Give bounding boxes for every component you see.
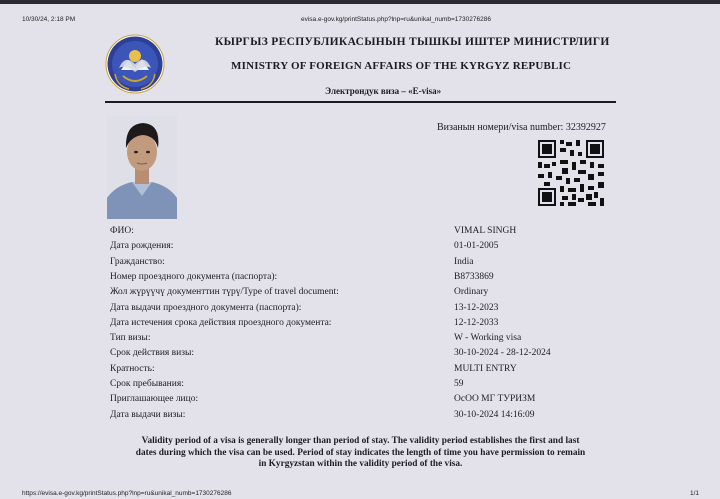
field-value: B8733869 xyxy=(454,271,494,282)
ministry-title-en: MINISTRY OF FOREIGN AFFAIRS OF THE KYRGYZ REPUBLIC xyxy=(231,60,572,72)
validity-note xyxy=(105,436,616,471)
field-label: Дата выдачи визы: xyxy=(110,409,186,420)
field-label: Дата рождения: xyxy=(110,241,174,252)
kyrgyz-emblem-icon xyxy=(105,34,165,94)
field-value: 13-12-2023 xyxy=(454,302,499,313)
field-label: Жол жүрүүчү документтин түрү/Type of travel document: xyxy=(110,287,339,298)
field-value: 30-10-2024 - 28-12-2024 xyxy=(454,348,551,359)
field-value: 59 xyxy=(454,379,464,389)
page-number: 1/1 xyxy=(690,490,700,497)
validity-note-line: Validity period of a visa is generally longer than period of stay. The validity period establishes the first and last xyxy=(141,436,580,446)
field-value: Ordinary xyxy=(454,287,489,298)
field-value: VIMAL SINGH xyxy=(454,226,517,236)
top-edge xyxy=(0,0,720,4)
field-label: Кратность: xyxy=(110,363,155,374)
field-label: Приглашающее лицо: xyxy=(110,394,199,405)
field-label: Срок пребывания: xyxy=(110,379,184,389)
document-subtitle: Электрондук виза – «E-visa» xyxy=(325,86,442,96)
field-label: Гражданство: xyxy=(110,256,165,267)
field-label: Дата истечения срока действия проездного документа: xyxy=(110,317,332,328)
field-value: MULTI ENTRY xyxy=(454,363,517,374)
field-label: Тип визы: xyxy=(110,333,151,344)
field-label: Дата выдачи проездного документа (паспорта): xyxy=(110,302,302,313)
field-label: ФИО: xyxy=(110,226,134,236)
field-value: 30-10-2024 14:16:09 xyxy=(454,409,535,420)
print-datetime: 10/30/24, 2:18 PM xyxy=(22,16,76,23)
qr-code-icon xyxy=(538,140,604,206)
field-value: 12-12-2033 xyxy=(454,317,499,328)
validity-note-line: in Kyrgyzstan within the validity period of the visa. xyxy=(258,459,463,469)
validity-note-line: dates during which the visa can be used. Period of stay indicates the length of time you have permission to remain xyxy=(135,447,586,458)
visa-number: Визанын номери/visa number: 32392927 xyxy=(437,122,606,133)
ministry-title-ky: КЫРГЫЗ РЕСПУБЛИКАСЫНЫН ТЫШКЫ ИШТЕР МИНИСТРЛИГИ xyxy=(215,36,610,48)
print-footer-url: https://evisa.e-gov.kg/printStatus.php?lnp=ru&unikal_numb=1730276286 xyxy=(22,490,232,497)
applicant-photo xyxy=(107,116,177,219)
field-value: ОсОО МГ ТУРИЗМ xyxy=(454,394,536,405)
field-value: 01-01-2005 xyxy=(454,241,499,252)
print-url: evisa.e-gov.kg/printStatus.php?lnp=ru&unikal_numb=1730276286 xyxy=(301,16,491,23)
field-value: W - Working visa xyxy=(454,333,522,344)
field-value: India xyxy=(454,256,474,267)
field-label: Номер проездного документа (паспорта): xyxy=(110,271,278,282)
header-divider xyxy=(105,101,616,103)
field-label: Срок действия визы: xyxy=(110,348,194,359)
